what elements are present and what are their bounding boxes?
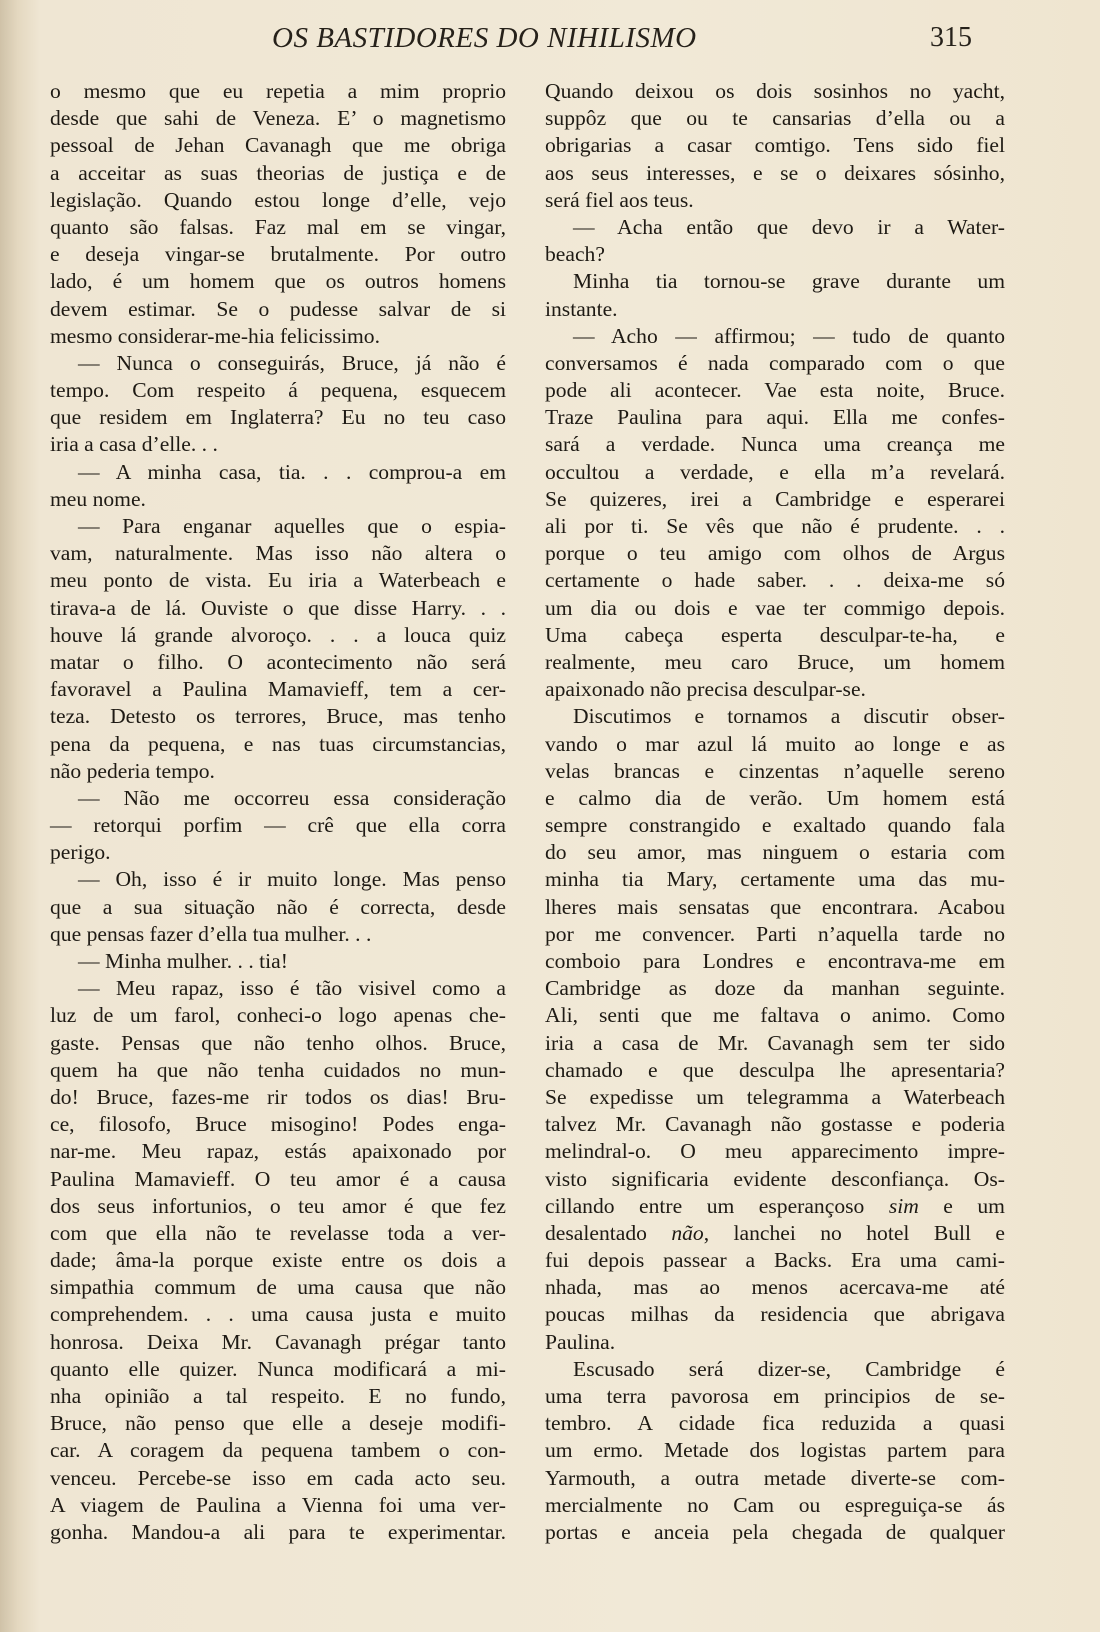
text-line: pessoal de Jehan Cavanagh que me obriga [50, 133, 506, 158]
text-line: do seu amor, mas ninguem o estaria com [545, 840, 1005, 865]
text-line: e calmo dia de verão. Um homem está [545, 785, 1005, 810]
text-line: visto significaria evidente desconfiança. Os- [545, 1166, 1005, 1191]
text-line: uma terra pavorosa em principios de se- [545, 1384, 1005, 1408]
text-line: vam, naturalmente. Mas isso não altera o [50, 541, 506, 566]
text-line: chamado e que desculpa lhe apresentaria? [545, 1057, 1005, 1082]
text-line: quanto elle quizer. Nunca modificará a mi- [50, 1356, 506, 1381]
text-line: comboio para Londres e encontrava-me em [545, 949, 1005, 973]
text-line: — Acho — affirmou; — tudo de quanto [573, 323, 1005, 348]
text-line: beach? [545, 242, 605, 267]
text-line: Paulina Mamavieff. O teu amor é a causa [50, 1166, 506, 1191]
text-line: — retorqui porfim — crê que ella corra [50, 813, 506, 838]
text-line: sempre constrangido e exaltado quando fala [545, 813, 1005, 838]
text-line: — A minha casa, tia. . . comprou-a em [78, 459, 506, 484]
text-line: Discutimos e tornamos a discutir obser- [573, 704, 1005, 729]
text-line: realmente, meu caro Bruce, um homem [545, 649, 1005, 674]
text-line: car. A coragem da pequena tambem o con- [50, 1438, 506, 1463]
text-line: Se quizeres, irei a Cambridge e esperarei [545, 486, 1005, 511]
text-line: luz de um farol, conheci-o logo apenas che- [50, 1003, 506, 1028]
text-line: Quando deixou os dois sosinhos no yacht, [545, 79, 1005, 103]
text-line: portas e anceia pela chegada de qualquer [545, 1519, 1005, 1544]
text-line: o mesmo que eu repetia a mim proprio [50, 79, 506, 103]
text-line: tirava-a de lá. Ouviste o que disse Harry. . . [50, 595, 506, 620]
text-line: por me convencer. Parti n’aquella tarde no [545, 921, 1005, 946]
text-line: mesmo considerar-me-hia felicissimo. [50, 323, 380, 348]
text-line: que a sua situação não é correcta, desde [50, 894, 506, 919]
text-line: gonha. Mandou-a ali para te experimentar. [50, 1519, 506, 1544]
text-line: ce, filosofo, Bruce misogino! Podes enga- [50, 1112, 506, 1137]
text-line: nar-me. Meu rapaz, estás apaixonado por [50, 1139, 506, 1164]
text-line: quanto são falsas. Faz mal em se vingar, [50, 214, 506, 239]
text-line: gaste. Pensas que não tenho olhos. Bruce, [50, 1030, 506, 1055]
running-title: OS BASTIDORES DO NIHILISMO [272, 22, 697, 54]
text-line: mercialmente no Cam ou espreguiça-se ás [545, 1492, 1005, 1517]
text-line: Ali, senti que me faltava o animo. Como [545, 1003, 1005, 1028]
text-line: lheres mais sensatas que encontrara. Acabou [545, 894, 1005, 919]
right-column [545, 78, 1005, 1546]
text-line: pode ali acontecer. Vae esta noite, Bruce. [545, 378, 1005, 403]
text-line: dos seus infortunios, o teu amor é que fez [50, 1193, 506, 1218]
text-line: nhada, mas ao menos acercava-me até [545, 1275, 1005, 1300]
text-line: cillando entre um esperançoso sim e um [545, 1193, 1005, 1218]
text-line: iria a casa de Mr. Cavanagh sem ter sido [545, 1030, 1005, 1055]
text-line: com que ella não te revelasse toda a ver- [50, 1220, 506, 1245]
text-line: honrosa. Deixa Mr. Cavanagh prégar tanto [50, 1329, 506, 1354]
text-line: houve lá grande alvoroço. . . a louca quiz [50, 622, 506, 647]
text-line: vando o mar azul lá muito ao longe e as [545, 731, 1005, 756]
text-line: Traze Paulina para aqui. Ella me confes- [545, 405, 1005, 430]
text-line: aos seus interesses, e se o deixares sósinho, [545, 160, 1005, 185]
text-line: quem ha que não tenha cuidados no mun- [50, 1057, 506, 1082]
text-line: comprehendem. . . uma causa justa e muito [50, 1302, 506, 1327]
text-line: poucas milhas da residencia que abrigava [545, 1302, 1005, 1327]
text-line: que pensas fazer d’ella tua mulher. . . [50, 921, 372, 946]
text-line: instante. [545, 296, 618, 321]
text-line: a acceitar as suas theorias de justiça e de [50, 160, 506, 185]
text-line: meu nome. [50, 486, 146, 511]
text-line: — Nunca o conseguirás, Bruce, já não é [78, 350, 506, 375]
text-line: fui depois passear a Backs. Era uma cami- [545, 1248, 1005, 1273]
text-line: tembro. A cidade fica reduzida a quasi [545, 1411, 1005, 1436]
text-line: não pederia tempo. [50, 758, 215, 783]
text-line: um ermo. Metade dos logistas partem para [545, 1438, 1005, 1463]
text-line: conversamos é nada comparado com o que [545, 350, 1005, 375]
text-line: — Não me occorreu essa consideração [78, 785, 506, 810]
text-line: — Minha mulher. . . tia! [78, 949, 288, 973]
text-line: favoravel a Paulina Mamavieff, tem a cer- [50, 677, 506, 702]
text-line: A viagem de Paulina a Vienna foi uma ver- [50, 1492, 506, 1517]
text-line: do! Bruce, fazes-me rir todos os dias! Bru- [50, 1084, 506, 1109]
text-line: que residem em Inglaterra? Eu no teu caso [50, 405, 506, 430]
text-line: — Para enganar aquelles que o espia- [78, 514, 506, 538]
text-line: — Acha então que devo ir a Water- [573, 214, 1005, 239]
text-line: legislação. Quando estou longe d’elle, vejo [50, 187, 506, 212]
text-line: simpathia commum de uma causa que não [50, 1275, 506, 1300]
text-line: devem estimar. Se o pudesse salvar de si [50, 296, 506, 321]
text-line: apaixonado não precisa desculpar-se. [545, 677, 866, 702]
text-line: Yarmouth, a outra metade diverte-se com- [545, 1465, 1005, 1490]
text-line: talvez Mr. Cavanagh não gostasse e poderia [545, 1112, 1005, 1137]
text-line: Paulina. [545, 1329, 616, 1354]
text-line: desalentado não, lanchei no hotel Bull e [545, 1220, 1005, 1245]
text-line: obrigarias a casar comtigo. Tens sido fiel [545, 133, 1005, 158]
text-line: e deseja vingar-se brutalmente. Por outro [50, 242, 506, 267]
text-line: Escusado será dizer-se, Cambridge é [573, 1356, 1005, 1381]
text-line: nha opinião a tal respeito. E no fundo, [50, 1384, 506, 1408]
text-line: um dia ou dois e vae ter commigo depois. [545, 595, 1005, 620]
page-number: 315 [930, 22, 972, 53]
text-line: ali por ti. Se vês que não é prudente. . . [545, 514, 1005, 538]
text-line: meu ponto de vista. Eu iria a Waterbeach e [50, 568, 506, 593]
text-line: sará a verdade. Nunca uma creança me [545, 432, 1005, 457]
text-line: Se expedisse um telegramma a Waterbeach [545, 1084, 1005, 1109]
text-line: dade; âma-la porque existe entre os dois a [50, 1248, 506, 1273]
page-header [0, 20, 1100, 60]
text-line: Uma cabeça esperta desculpar-te-ha, e [545, 622, 1005, 647]
text-line: será fiel aos teus. [545, 187, 694, 212]
text-line: velas brancas e cinzentas n’aquelle sereno [545, 758, 1005, 783]
text-line: tempo. Com respeito á pequena, esquecem [50, 378, 506, 403]
text-line: suppôz que ou te cansarias d’ella ou a [545, 106, 1005, 131]
text-line: minha tia Mary, certamente uma das mu- [545, 867, 1005, 892]
text-line: Minha tia tornou-se grave durante um [573, 269, 1005, 294]
text-line: matar o filho. O acontecimento não será [50, 649, 506, 674]
text-line: venceu. Percebe-se isso em cada acto seu. [50, 1465, 506, 1490]
text-line: — Oh, isso é ir muito longe. Mas penso [78, 867, 506, 892]
text-line: — Meu rapaz, isso é tão visivel como a [78, 976, 506, 1001]
text-line: porque o teu amigo com olhos de Argus [545, 541, 1005, 566]
text-line: teza. Detesto os terrores, Bruce, mas tenho [50, 704, 506, 729]
text-line: desde que sahi de Veneza. E’ o magnetismo [50, 106, 506, 131]
text-line: perigo. [50, 840, 111, 865]
text-line: melindral-o. O meu apparecimento impre- [545, 1139, 1005, 1164]
text-line: iria a casa d’elle. . . [50, 432, 218, 457]
text-line: Bruce, não penso que elle a deseje modifi- [50, 1411, 506, 1436]
text-line: Cambridge as doze da manhan seguinte. [545, 976, 1005, 1001]
left-column [50, 78, 506, 1546]
text-line: occultou a verdade, e ella m’a revelará. [545, 459, 1005, 484]
text-line: pena da pequena, e nas tuas circumstancias, [50, 731, 506, 756]
text-line: certamente o hade saber. . . deixa-me só [545, 568, 1005, 593]
text-line: lado, é um homem que os outros homens [50, 269, 506, 294]
